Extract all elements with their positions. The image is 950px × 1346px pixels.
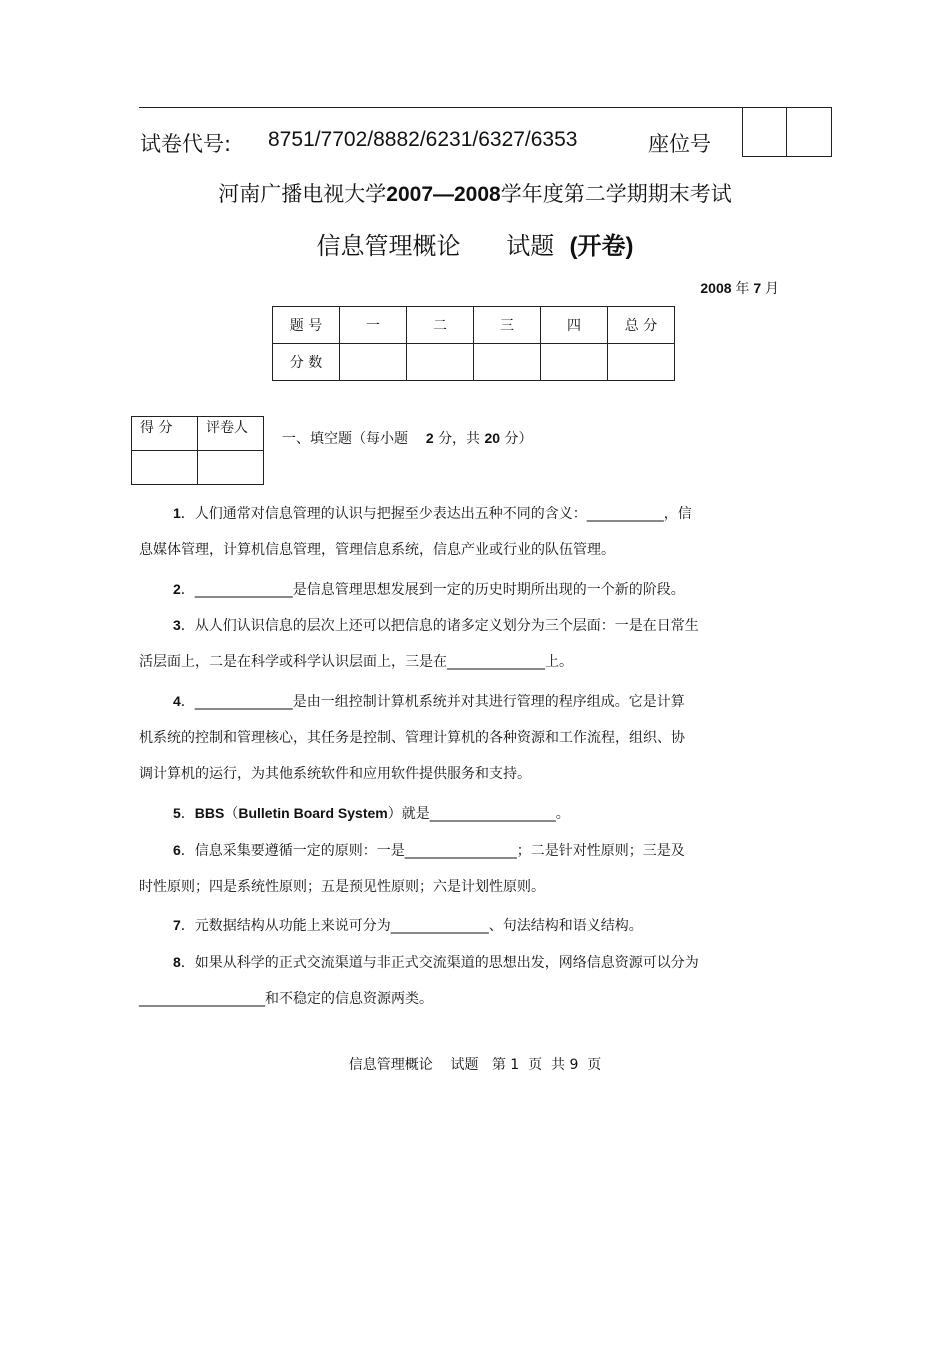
section-points-each: 2 xyxy=(425,430,434,446)
question-text: __________________和不稳定的信息资源两类。 xyxy=(139,991,433,1007)
question-number: 3 xyxy=(173,617,181,633)
grader-table xyxy=(131,416,264,485)
question-text: ．如果从科学的正式交流渠道与非正式交流渠道的思想出发，网络信息资源可以分为 xyxy=(180,955,699,971)
date-year-unit: 年 xyxy=(735,281,750,297)
academic-years: 2007—2008 xyxy=(386,183,501,206)
score-header-cell: 一 xyxy=(340,307,407,344)
question-number: 7 xyxy=(173,917,181,933)
score-cell[interactable] xyxy=(474,344,541,381)
score-table-score-row xyxy=(273,344,675,381)
question-text: ．元数据结构从功能上来说可分为______________、句法结构和语义结构。 xyxy=(180,918,643,934)
university-name: 河南广播电视大学 xyxy=(218,182,387,206)
question-text: 活层面上，二是在科学或科学认识层面上，三是在______________上。 xyxy=(139,654,573,670)
question-text: ．______________是信息管理思想发展到一定的历史时期所出现的一个新的阶段。 xyxy=(180,582,685,598)
question-number: 5 xyxy=(173,805,181,821)
score-header-cell: 题 号 xyxy=(273,307,340,344)
seat-number-box[interactable] xyxy=(742,107,832,157)
question-text: （ xyxy=(224,806,239,822)
bbs-full-name: Bulletin Board System xyxy=(238,805,388,821)
score-header-cell: 总 分 xyxy=(608,307,675,344)
score-cell[interactable] xyxy=(608,344,675,381)
score-cell[interactable] xyxy=(340,344,407,381)
top-rule xyxy=(139,107,811,108)
question-6 xyxy=(139,832,739,905)
question-text: 时性原则；四是系统性原则；五是预见性原则；六是计划性原则。 xyxy=(139,879,545,895)
score-cell[interactable] xyxy=(541,344,608,381)
question-text: ．信息采集要遵循一定的原则：一是________________；二是针对性原则；三是及 xyxy=(180,843,685,859)
score-table xyxy=(272,306,675,381)
question-number: 1 xyxy=(173,505,181,521)
question-number: 8 xyxy=(173,954,181,970)
section-title-mid: 分，共 xyxy=(438,431,481,447)
question-5 xyxy=(139,795,739,832)
exam-term: 学年度第二学期期末考试 xyxy=(500,182,732,206)
score-header-cell: 四 xyxy=(541,307,608,344)
page-title xyxy=(0,226,950,261)
question-text: 调计算机的运行，为其他系统软件和应用软件提供服务和支持。 xyxy=(139,766,531,782)
question-text: ）就是__________________。 xyxy=(387,806,570,822)
score-table-header-row xyxy=(273,307,675,344)
university-exam-line xyxy=(0,178,950,208)
course-name: 信息管理概论 xyxy=(316,232,461,260)
question-number: 2 xyxy=(173,581,181,597)
section-title-end: 分） xyxy=(504,431,533,447)
exam-mode: (开卷) xyxy=(569,233,634,260)
page-footer: 信息管理概论 试题 第 1 页 共 9 页 xyxy=(348,1057,602,1073)
question-8 xyxy=(139,944,739,1017)
grader-score-cell[interactable] xyxy=(132,451,198,485)
question-text: 息媒体管理，计算机信息管理，管理信息系统，信息产业或行业的队伍管理。 xyxy=(139,542,615,558)
score-header-cell: 三 xyxy=(474,307,541,344)
seat-number-label: 座位号 xyxy=(648,132,711,156)
exam-code-label: 试卷代号: xyxy=(140,132,232,156)
question-2 xyxy=(139,571,739,608)
question-4 xyxy=(139,683,739,792)
exam-date xyxy=(700,278,779,298)
score-row-label: 分 数 xyxy=(273,344,340,381)
section-points-total: 20 xyxy=(484,430,501,446)
bbs-abbr: BBS xyxy=(194,805,225,821)
question-3 xyxy=(139,607,739,680)
question-text: ．从人们认识信息的层次上还可以把信息的诸多定义划分为三个层面：一是在日常生 xyxy=(180,618,699,634)
question-text: ．______________是由一组控制计算机系统并对其进行管理的程序组成。它是计算 xyxy=(180,694,685,710)
question-text: 机系统的控制和管理核心，其任务是控制、管理计算机的各种资源和工作流程，组织、协 xyxy=(139,730,685,746)
question-number: 4 xyxy=(173,693,181,709)
date-month: 7 xyxy=(753,280,762,296)
score-header-cell: 二 xyxy=(407,307,474,344)
paper-type: 试题 xyxy=(506,232,555,260)
date-month-unit: 月 xyxy=(765,281,779,297)
section-title-text: 一、填空题（每小题 xyxy=(282,431,408,447)
question-text: ．人们通常对信息管理的认识与把握至少表达出五种不同的含义：___________，信 xyxy=(180,506,692,522)
date-year: 2008 xyxy=(700,280,732,296)
grader-score-label: 得 分 xyxy=(132,417,198,451)
question-number: 6 xyxy=(173,842,181,858)
grader-name-label: 评卷人 xyxy=(198,417,264,451)
exam-code-value: 8751/7702/8882/6231/6327/6353 xyxy=(268,128,578,151)
question-7 xyxy=(139,907,739,944)
question-1 xyxy=(139,495,739,568)
grader-name-cell[interactable] xyxy=(198,451,264,485)
question-text: ． xyxy=(180,806,195,822)
exam-code-row xyxy=(140,128,711,158)
section-title xyxy=(282,428,533,448)
score-cell[interactable] xyxy=(407,344,474,381)
